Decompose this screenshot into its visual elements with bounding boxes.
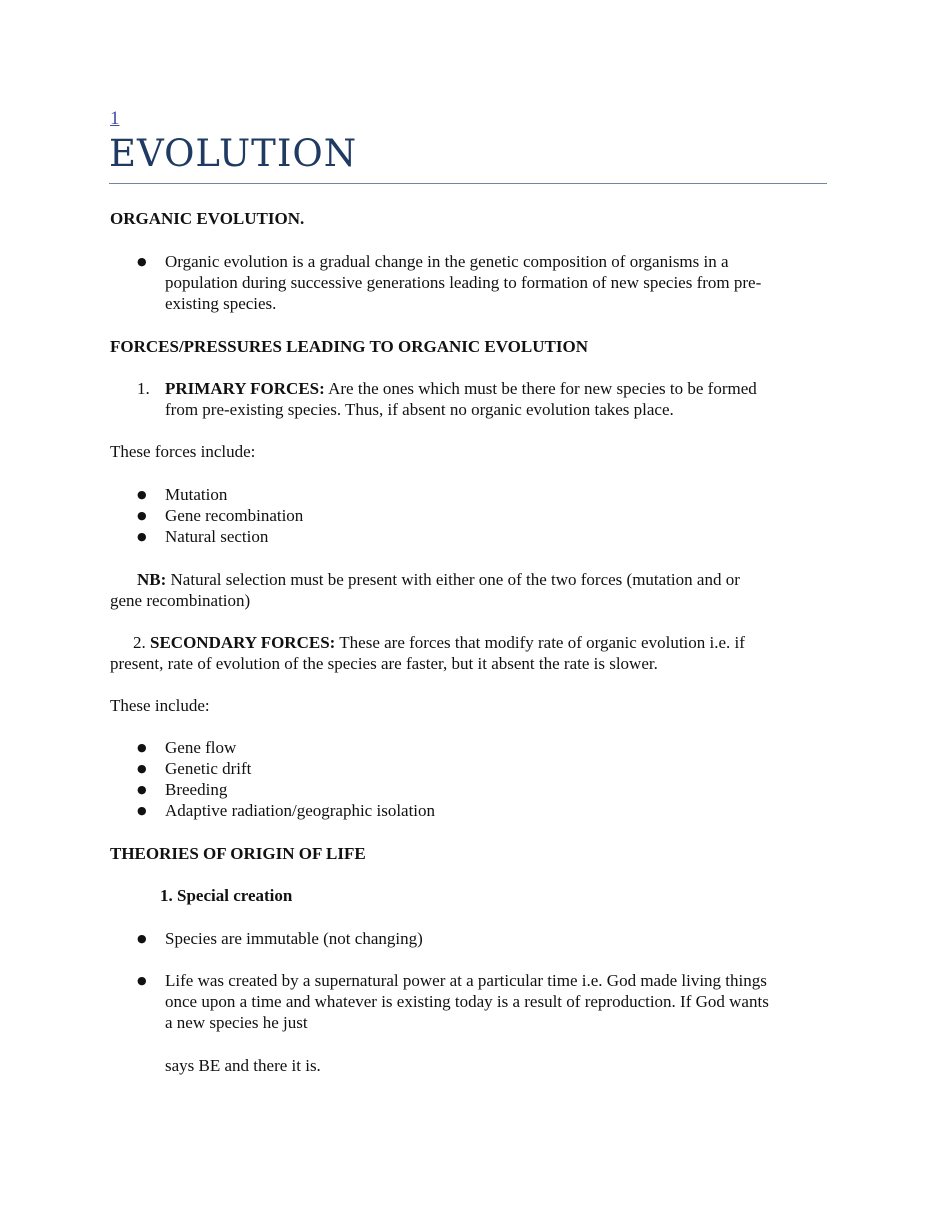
forces-include-intro: These forces include: (110, 442, 256, 461)
bullet-icon: ● (137, 741, 147, 754)
special-creation-point-2-line-3: a new species he just (165, 1013, 308, 1032)
secondary-forces-line-2: present, rate of evolution of the species are faster, but it absent the rate is slower. (110, 654, 658, 673)
subheading-special-creation: 1. Special creation (160, 886, 293, 905)
bullet-icon: ● (137, 783, 147, 796)
list-item-genetic-drift: Genetic drift (165, 759, 252, 778)
definition-line-1: Organic evolution is a gradual change in the genetic composition of organisms in a (165, 252, 729, 271)
list-item-natural-section: Natural section (165, 527, 269, 546)
special-creation-continuation: says BE and there it is. (165, 1056, 321, 1075)
footnote-link[interactable]: 1 (110, 108, 120, 129)
bullet-icon: ● (137, 932, 147, 945)
list-item-breeding: Breeding (165, 780, 228, 799)
definition-line-2: population during successive generations leading to formation of new species from pre- (165, 273, 762, 292)
secondary-forces-text: These are forces that modify rate of organic evolution i.e. if (335, 633, 745, 652)
bullet-icon: ● (137, 974, 147, 987)
primary-forces-line-1 (165, 378, 757, 399)
list-item-gene-flow: Gene flow (165, 738, 237, 757)
title-divider (109, 183, 827, 184)
bullet-icon: ● (137, 255, 147, 268)
primary-number: 1. (137, 379, 150, 398)
bullet-icon: ● (137, 488, 147, 501)
nb-text: Natural selection must be present with either one of the two forces (mutation and or (166, 570, 740, 589)
primary-forces-label: PRIMARY FORCES: (165, 379, 325, 398)
special-creation-point-2-line-2: once upon a time and whatever is existing today is a result of reproduction. If God wants (165, 992, 769, 1011)
secondary-forces-label: SECONDARY FORCES: (150, 633, 336, 652)
heading-forces: FORCES/PRESSURES LEADING TO ORGANIC EVOLUTION (110, 337, 588, 356)
special-creation-point-1: Species are immutable (not changing) (165, 929, 423, 948)
secondary-number: 2. (133, 633, 146, 652)
primary-forces-text: Are the ones which must be there for new species to be formed (324, 379, 757, 398)
bullet-icon: ● (137, 762, 147, 775)
secondary-include-intro: These include: (110, 696, 210, 715)
heading-organic-evolution: ORGANIC EVOLUTION. (110, 209, 305, 228)
bullet-icon: ● (137, 509, 147, 522)
nb-line-1 (137, 569, 740, 590)
list-item-adaptive-radiation: Adaptive radiation/geographic isolation (165, 801, 436, 820)
bullet-icon: ● (137, 804, 147, 817)
secondary-forces-line-1 (133, 632, 745, 653)
primary-forces-line-2: from pre-existing species. Thus, if absent no organic evolution takes place. (165, 400, 674, 419)
list-item-mutation: Mutation (165, 485, 228, 504)
definition-line-3: existing species. (165, 294, 277, 313)
nb-label: NB: (137, 570, 167, 589)
page-title: EVOLUTION (109, 132, 358, 175)
bullet-icon: ● (137, 530, 147, 543)
nb-line-2: gene recombination) (110, 591, 251, 610)
special-creation-point-2-line-1: Life was created by a supernatural power at a particular time i.e. God made living things (165, 971, 767, 990)
list-item-gene-recombination: Gene recombination (165, 506, 304, 525)
heading-theories: THEORIES OF ORIGIN OF LIFE (110, 844, 366, 863)
